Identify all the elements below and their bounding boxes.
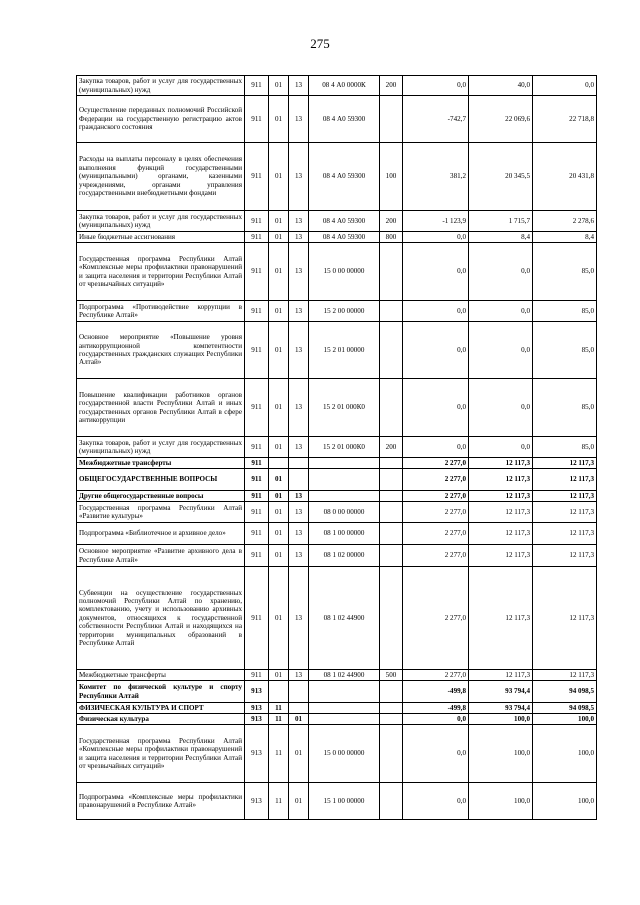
cell-expense-type: 500 <box>380 670 403 681</box>
cell-amount-1: 0,0 <box>403 725 469 783</box>
cell-admin-code: 911 <box>245 322 269 379</box>
cell-name: Закупка товаров, работ и услуг для государственных (муниципальных) нужд <box>77 437 245 458</box>
cell-section: 01 <box>269 322 289 379</box>
cell-section <box>269 458 289 469</box>
cell-section <box>269 681 289 703</box>
cell-section: 01 <box>269 491 289 502</box>
table-row <box>77 211 597 232</box>
cell-name: Повышение квалификации работников органов государственной власти Республики Алтай и иных государственных органов Республики Алтай в сфере антикоррупции <box>77 379 245 437</box>
cell-expense-type <box>380 567 403 670</box>
cell-admin-code: 911 <box>245 567 269 670</box>
cell-expense-type <box>380 714 403 725</box>
table-row <box>77 243 597 301</box>
cell-subsection: 13 <box>289 523 309 545</box>
cell-admin-code: 911 <box>245 502 269 523</box>
cell-target-article <box>309 714 380 725</box>
cell-amount-3: 12 117,3 <box>533 469 597 491</box>
cell-amount-2: 0,0 <box>469 437 533 458</box>
cell-subsection: 13 <box>289 96 309 143</box>
cell-subsection: 01 <box>289 714 309 725</box>
cell-admin-code: 913 <box>245 783 269 820</box>
cell-subsection: 13 <box>289 491 309 502</box>
cell-amount-3: 100,0 <box>533 783 597 820</box>
cell-section: 11 <box>269 714 289 725</box>
cell-amount-2: 20 345,5 <box>469 143 533 211</box>
cell-name: Субвенции на осуществление государственных полномочий Республики Алтай по хранению, комплектованию, учету и использованию архивных документов, относящихся к государственной собственности Республики Алтай и находящихся на территории муниципальных образований в Республике Алтай <box>77 567 245 670</box>
cell-subsection: 13 <box>289 545 309 567</box>
cell-admin-code: 911 <box>245 143 269 211</box>
cell-amount-3: 0,0 <box>533 76 597 96</box>
cell-target-article <box>309 681 380 703</box>
cell-target-article: 08 1 00 00000 <box>309 523 380 545</box>
cell-expense-type <box>380 301 403 322</box>
cell-admin-code: 913 <box>245 703 269 714</box>
table-row <box>77 714 597 725</box>
cell-section: 01 <box>269 96 289 143</box>
cell-expense-type: 200 <box>380 437 403 458</box>
cell-subsection: 13 <box>289 502 309 523</box>
table-row <box>77 301 597 322</box>
cell-admin-code: 911 <box>245 670 269 681</box>
table-row <box>77 379 597 437</box>
cell-amount-3: 20 431,8 <box>533 143 597 211</box>
cell-expense-type: 200 <box>380 211 403 232</box>
table-row <box>77 322 597 379</box>
cell-amount-1: 2 277,0 <box>403 523 469 545</box>
cell-name: ОБЩЕГОСУДАРСТВЕННЫЕ ВОПРОСЫ <box>77 469 245 491</box>
cell-section: 01 <box>269 232 289 243</box>
cell-name: Физическая культура <box>77 714 245 725</box>
cell-amount-1: 2 277,0 <box>403 491 469 502</box>
cell-section: 01 <box>269 469 289 491</box>
cell-name: Другие общегосударственные вопросы <box>77 491 245 502</box>
cell-subsection <box>289 469 309 491</box>
cell-section: 01 <box>269 243 289 301</box>
cell-subsection: 13 <box>289 232 309 243</box>
cell-amount-3: 8,4 <box>533 232 597 243</box>
cell-target-article: 15 0 00 00000 <box>309 243 380 301</box>
cell-amount-2: 100,0 <box>469 783 533 820</box>
cell-admin-code: 911 <box>245 301 269 322</box>
cell-target-article <box>309 491 380 502</box>
cell-name: Государственная программа Республики Алтай «Развитие культуры» <box>77 502 245 523</box>
cell-subsection <box>289 703 309 714</box>
cell-target-article: 15 2 01 000К0 <box>309 379 380 437</box>
cell-amount-2: 0,0 <box>469 301 533 322</box>
cell-subsection: 01 <box>289 725 309 783</box>
cell-amount-1: 0,0 <box>403 322 469 379</box>
table-row <box>77 783 597 820</box>
cell-subsection <box>289 458 309 469</box>
cell-target-article: 15 1 00 00000 <box>309 783 380 820</box>
budget-table <box>76 75 597 820</box>
cell-admin-code: 913 <box>245 714 269 725</box>
cell-amount-1: 2 277,0 <box>403 502 469 523</box>
cell-subsection: 13 <box>289 211 309 232</box>
cell-expense-type <box>380 379 403 437</box>
cell-section: 01 <box>269 670 289 681</box>
cell-amount-1: 2 277,0 <box>403 469 469 491</box>
cell-name: Закупка товаров, работ и услуг для государственных (муниципальных) нужд <box>77 211 245 232</box>
cell-amount-2: 12 117,3 <box>469 567 533 670</box>
cell-admin-code: 911 <box>245 211 269 232</box>
cell-name: Государственная программа Республики Алтай «Комплексные меры профилактики правонарушений и защита населения и территории Республики Алтай от чрезвычайных ситуаций» <box>77 725 245 783</box>
cell-admin-code: 911 <box>245 545 269 567</box>
cell-amount-2: 100,0 <box>469 725 533 783</box>
cell-amount-1: 0,0 <box>403 379 469 437</box>
cell-expense-type <box>380 491 403 502</box>
cell-amount-3: 94 098,5 <box>533 703 597 714</box>
cell-name: Расходы на выплаты персоналу в целях обеспечения выполнения функций государственными (муниципальными) органами, казенными учреждениями, органами управления государственными внебюджетными фондами <box>77 143 245 211</box>
cell-admin-code: 911 <box>245 458 269 469</box>
cell-name: ФИЗИЧЕСКАЯ КУЛЬТУРА И СПОРТ <box>77 703 245 714</box>
cell-name: Основное мероприятие «Развитие архивного дела в Республике Алтай» <box>77 545 245 567</box>
cell-subsection: 01 <box>289 783 309 820</box>
cell-section: 01 <box>269 76 289 96</box>
table-row <box>77 567 597 670</box>
cell-amount-2: 0,0 <box>469 379 533 437</box>
cell-target-article: 08 4 А0 59300 <box>309 232 380 243</box>
cell-admin-code: 913 <box>245 681 269 703</box>
cell-name: Межбюджетные трансферты <box>77 670 245 681</box>
cell-target-article: 15 2 00 00000 <box>309 301 380 322</box>
cell-subsection: 13 <box>289 322 309 379</box>
cell-target-article <box>309 469 380 491</box>
cell-admin-code: 911 <box>245 379 269 437</box>
cell-amount-2: 12 117,3 <box>469 523 533 545</box>
cell-amount-3: 22 718,8 <box>533 96 597 143</box>
cell-amount-2: 0,0 <box>469 322 533 379</box>
table-row <box>77 76 597 96</box>
cell-section: 01 <box>269 211 289 232</box>
cell-amount-1: -1 123,9 <box>403 211 469 232</box>
table-row <box>77 545 597 567</box>
cell-amount-1: 0,0 <box>403 714 469 725</box>
cell-target-article: 15 2 01 000К0 <box>309 437 380 458</box>
cell-amount-2: 40,0 <box>469 76 533 96</box>
cell-amount-3: 100,0 <box>533 714 597 725</box>
cell-target-article: 08 4 А0 59300 <box>309 96 380 143</box>
cell-name: Подпрограмма «Противодействие коррупции в Республике Алтай» <box>77 301 245 322</box>
cell-admin-code: 911 <box>245 523 269 545</box>
cell-amount-2: 93 794,4 <box>469 681 533 703</box>
cell-section: 01 <box>269 379 289 437</box>
cell-admin-code: 911 <box>245 491 269 502</box>
cell-amount-1: -742,7 <box>403 96 469 143</box>
cell-amount-3: 85,0 <box>533 322 597 379</box>
cell-amount-1: -499,8 <box>403 681 469 703</box>
table-row <box>77 681 597 703</box>
cell-amount-1: 381,2 <box>403 143 469 211</box>
cell-amount-1: 2 277,0 <box>403 458 469 469</box>
cell-target-article <box>309 458 380 469</box>
cell-expense-type <box>380 322 403 379</box>
cell-section: 01 <box>269 143 289 211</box>
cell-name: Государственная программа Республики Алтай «Комплексные меры профилактики правонарушений и защита населения и территории Республики Алтай от чрезвычайных ситуаций» <box>77 243 245 301</box>
cell-target-article: 15 2 01 00000 <box>309 322 380 379</box>
cell-amount-2: 12 117,3 <box>469 502 533 523</box>
table-row <box>77 458 597 469</box>
cell-section: 01 <box>269 502 289 523</box>
cell-section: 11 <box>269 725 289 783</box>
cell-expense-type: 800 <box>380 232 403 243</box>
table-row <box>77 437 597 458</box>
cell-amount-2: 0,0 <box>469 243 533 301</box>
cell-amount-2: 12 117,3 <box>469 458 533 469</box>
cell-name: Иные бюджетные ассигнования <box>77 232 245 243</box>
cell-expense-type <box>380 469 403 491</box>
table-row <box>77 725 597 783</box>
cell-admin-code: 911 <box>245 437 269 458</box>
table-row <box>77 502 597 523</box>
cell-expense-type <box>380 703 403 714</box>
cell-amount-1: 0,0 <box>403 301 469 322</box>
cell-amount-3: 85,0 <box>533 437 597 458</box>
cell-subsection: 13 <box>289 143 309 211</box>
table-row <box>77 469 597 491</box>
cell-target-article: 08 4 А0 59300 <box>309 143 380 211</box>
cell-amount-3: 85,0 <box>533 301 597 322</box>
cell-amount-3: 100,0 <box>533 725 597 783</box>
cell-subsection: 13 <box>289 567 309 670</box>
cell-target-article: 08 4 А0 0000К <box>309 76 380 96</box>
cell-amount-1: 2 277,0 <box>403 670 469 681</box>
cell-subsection: 13 <box>289 301 309 322</box>
cell-admin-code: 913 <box>245 725 269 783</box>
cell-expense-type <box>380 523 403 545</box>
cell-name: Комитет по физической культуре и спорту Республики Алтай <box>77 681 245 703</box>
cell-target-article: 08 0 00 00000 <box>309 502 380 523</box>
cell-amount-1: 0,0 <box>403 76 469 96</box>
cell-admin-code: 911 <box>245 232 269 243</box>
cell-expense-type <box>380 502 403 523</box>
cell-amount-1: 2 277,0 <box>403 567 469 670</box>
cell-section: 01 <box>269 301 289 322</box>
cell-amount-1: 0,0 <box>403 243 469 301</box>
cell-admin-code: 911 <box>245 96 269 143</box>
cell-section: 01 <box>269 545 289 567</box>
cell-subsection: 13 <box>289 243 309 301</box>
cell-subsection: 13 <box>289 670 309 681</box>
cell-amount-1: 0,0 <box>403 437 469 458</box>
cell-name: Осуществление переданных полномочий Российской Федерации на государственную регистрацию актов гражданского состояния <box>77 96 245 143</box>
cell-amount-3: 12 117,3 <box>533 502 597 523</box>
cell-section: 01 <box>269 567 289 670</box>
cell-amount-1: 0,0 <box>403 783 469 820</box>
cell-amount-1: 2 277,0 <box>403 545 469 567</box>
cell-amount-1: 0,0 <box>403 232 469 243</box>
cell-expense-type <box>380 458 403 469</box>
cell-amount-3: 85,0 <box>533 379 597 437</box>
cell-amount-2: 12 117,3 <box>469 491 533 502</box>
cell-amount-3: 12 117,3 <box>533 670 597 681</box>
table-row <box>77 703 597 714</box>
cell-target-article <box>309 703 380 714</box>
cell-name: Закупка товаров, работ и услуг для государственных (муниципальных) нужд <box>77 76 245 96</box>
table-row <box>77 96 597 143</box>
cell-amount-3: 2 278,6 <box>533 211 597 232</box>
cell-amount-2: 12 117,3 <box>469 545 533 567</box>
cell-expense-type: 100 <box>380 143 403 211</box>
cell-admin-code: 911 <box>245 243 269 301</box>
cell-amount-3: 12 117,3 <box>533 545 597 567</box>
cell-amount-3: 12 117,3 <box>533 523 597 545</box>
table-row <box>77 143 597 211</box>
cell-section: 01 <box>269 523 289 545</box>
cell-admin-code: 911 <box>245 76 269 96</box>
cell-target-article: 08 1 02 44900 <box>309 567 380 670</box>
cell-target-article: 08 4 А0 59300 <box>309 211 380 232</box>
cell-name: Основное мероприятие «Повышение уровня антикоррупционной компетентности государственных гражданских служащих Республики Алтай» <box>77 322 245 379</box>
cell-expense-type <box>380 96 403 143</box>
cell-amount-2: 12 117,3 <box>469 670 533 681</box>
cell-name: Подпрограмма «Библиотечное и архивное дело» <box>77 523 245 545</box>
cell-name: Межбюджетные трансферты <box>77 458 245 469</box>
cell-amount-2: 1 715,7 <box>469 211 533 232</box>
cell-target-article: 08 1 02 44900 <box>309 670 380 681</box>
cell-amount-3: 12 117,3 <box>533 491 597 502</box>
cell-target-article: 08 1 02 00000 <box>309 545 380 567</box>
cell-section: 01 <box>269 437 289 458</box>
cell-subsection: 13 <box>289 437 309 458</box>
cell-expense-type <box>380 545 403 567</box>
cell-amount-3: 12 117,3 <box>533 458 597 469</box>
cell-expense-type <box>380 681 403 703</box>
cell-amount-2: 8,4 <box>469 232 533 243</box>
cell-subsection <box>289 681 309 703</box>
cell-name: Подпрограмма «Комплексные меры профилактики правонарушений в Республике Алтай» <box>77 783 245 820</box>
cell-expense-type <box>380 243 403 301</box>
cell-expense-type <box>380 725 403 783</box>
cell-section: 11 <box>269 703 289 714</box>
cell-amount-3: 94 098,5 <box>533 681 597 703</box>
cell-section: 11 <box>269 783 289 820</box>
table-body <box>77 76 597 820</box>
table-row <box>77 232 597 243</box>
cell-amount-2: 100,0 <box>469 714 533 725</box>
cell-expense-type <box>380 783 403 820</box>
cell-amount-3: 85,0 <box>533 243 597 301</box>
cell-amount-3: 12 117,3 <box>533 567 597 670</box>
cell-subsection: 13 <box>289 379 309 437</box>
cell-admin-code: 911 <box>245 469 269 491</box>
cell-amount-2: 12 117,3 <box>469 469 533 491</box>
table-row <box>77 670 597 681</box>
cell-target-article: 15 0 00 00000 <box>309 725 380 783</box>
cell-amount-2: 93 794,4 <box>469 703 533 714</box>
table-row <box>77 523 597 545</box>
table-row <box>77 491 597 502</box>
page-number: 275 <box>310 36 330 51</box>
cell-expense-type: 200 <box>380 76 403 96</box>
cell-subsection: 13 <box>289 76 309 96</box>
cell-amount-1: -499,8 <box>403 703 469 714</box>
cell-amount-2: 22 069,6 <box>469 96 533 143</box>
